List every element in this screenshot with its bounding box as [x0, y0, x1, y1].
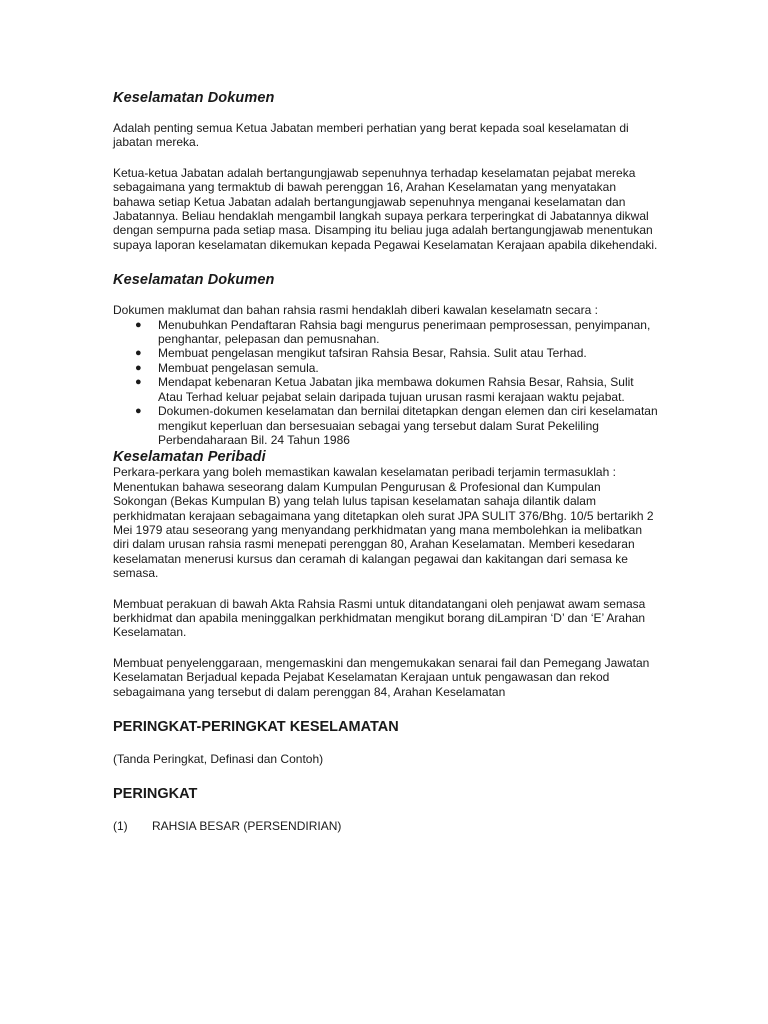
section-heading-peringkat: PERINGKAT [113, 786, 198, 803]
bullet-icon: ● [135, 347, 142, 360]
paragraph-dokumen-intro: Dokumen maklumat dan bahan rahsia rasmi hendaklah diberi kawalan keselamatn secara : [113, 303, 598, 318]
paragraph-intro: Adalah penting semua Ketua Jabatan memberi perhatian yang berat kepada soal keselamatan di jabatan mereka. [113, 121, 629, 150]
item-number: (1) [113, 819, 128, 834]
section-heading-keselamatan-peribadi: Keselamatan Peribadi [113, 449, 266, 466]
list-item-text: Membuat pengelasan mengikut tafsiran Rahsia Besar, Rahsia. Sulit atau Terhad. [158, 346, 587, 361]
bullet-icon: ● [135, 376, 142, 389]
paragraph-tanda-peringkat: (Tanda Peringkat, Definasi dan Contoh) [113, 752, 324, 766]
paragraph-ketua-jabatan: Ketua-ketua Jabatan adalah bertangungjawab sepenuhnya terhadap keselamatan pejabat mereka sebagaimana yang termaktub di bawah perenggan 16, Arahan Keselamatan yang menyatakan bahawa setiap Ketua Jabatan adalah bertangungjawab sepenuhnya menganai keselamatan dan Jabatannya. Beliau hendaklah mengambil langkah supaya perkara terperingkat di Jabatannya dikwal dengan sempurna pada setiap masa. Disamping itu beliau juga adalah bertangungjawab menentukan supaya laporan keselamatan dikemukan kepada Pegawai Keselamatan Kerajaan apabila dikehendaki. [113, 165, 658, 252]
bullet-icon: ● [135, 361, 142, 374]
list-item [113, 375, 658, 404]
list-item-text: Membuat pengelasan semula. [158, 360, 319, 375]
section-heading-peringkat-keselamatan: PERINGKAT-PERINGKAT KESELAMATAN [113, 719, 399, 735]
list-item-text: Menubuhkan Pendaftaran Rahsia bagi mengurus penerimaan pemprosessan, penyimpanan, penghantar, pelepasan dan pemusnahan. [158, 317, 651, 347]
bullet-icon: ● [135, 318, 142, 331]
paragraph-peribadi: Perkara-perkara yang boleh memastikan kawalan keselamatan peribadi terjamin termasuklah : Menentukan bahawa seseorang dalam Kumpulan Pengurusan & Profesional dan Kumpulan Sokongan (Bekas Kumpulan B) yang telah lulus tapisan keselamatan sahaja dilantik dalam perkhidmatan kerajaan sebagaimana yang ditetapkan oleh surat JPA SULIT 376/Bhg. 10/5 bertarikh 2 Mei 1979 atau seseorang yang menyandang perkhidmatan yang mana membolehkan ia melibatkan diri dalam urusan rahsia rasmi menepati perenggan 80, Arahan Keselamatan. Memberi kesedaran keselamatan menerusi kursus dan ceramah di kalangan pegawai dan kakitangan dari semasa ke semasa. [113, 465, 654, 581]
list-item [113, 318, 658, 347]
bullet-list [113, 318, 658, 448]
bullet-icon: ● [135, 405, 142, 418]
section-heading-keselamatan-dokumen-1: Keselamatan Dokumen [113, 90, 275, 106]
list-item-text: Dokumen-dokumen keselamatan dan bernilai ditetapkan dengan elemen dan ciri keselamatan mengikut keperluan dan bersesuaian sebagai yang tersebut dalam Surat Pekeliling Perbendaharaan Bil. 24 Tahun 1986 [158, 404, 658, 447]
section-heading-keselamatan-dokumen-2: Keselamatan Dokumen [113, 272, 275, 289]
paragraph-perakuan: Membuat perakuan di bawah Akta Rahsia Rasmi untuk ditandatangani oleh penjawat awam semasa berkhidmat dan apabila meninggalkan perkhidmatan mengikut borang diLampiran ‘D’ dan ‘E’ Arahan Keselamatan. [113, 596, 646, 640]
paragraph-penyelenggaraan: Membuat penyelenggaraan, mengemaskini dan mengemukakan senarai fail dan Pemegang Jawatan Keselamatan Berjadual kepada Pejabat Keselamatan Kerajaan untuk pengawasan dan rekod sebagaimana yang tersebut di dalam perenggan 84, Arahan Keselamatan [113, 655, 650, 699]
numbered-item [113, 819, 658, 833]
list-item [113, 361, 658, 375]
list-item-text: Mendapat kebenaran Ketua Jabatan jika membawa dokumen Rahsia Besar, Rahsia, Sulit Atau Terhad keluar pejabat selain daripada tujuan urusan rasmi kerajaan waktu pejabat. [158, 375, 634, 404]
item-text: RAHSIA BESAR (PERSENDIRIAN) [152, 819, 342, 834]
list-item [113, 404, 658, 447]
list-item [113, 346, 658, 360]
document-body [113, 90, 658, 834]
